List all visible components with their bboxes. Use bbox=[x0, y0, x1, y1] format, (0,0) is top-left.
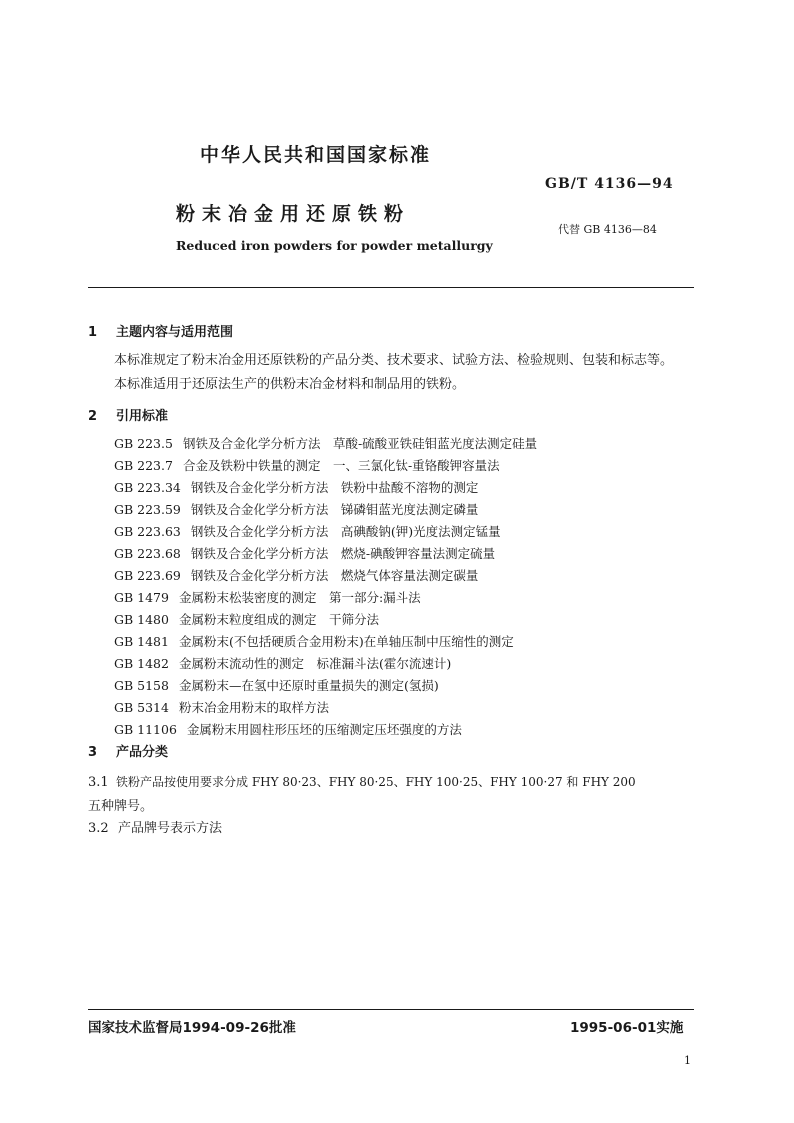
section-1-paragraph-1: 本标准规定了粉末冶金用还原铁粉的产品分类、技术要求、试验方法、检验规则、包装和标志等。 bbox=[114, 353, 674, 368]
reference-code: GB 223.5 bbox=[114, 436, 173, 451]
reference-item bbox=[114, 676, 439, 694]
replaces-standard: 代替 GB 4136—84 bbox=[558, 223, 657, 236]
reference-code: GB 5158 bbox=[114, 678, 169, 693]
reference-title: 粉末冶金用粉末的取样方法 bbox=[178, 700, 329, 715]
footer-divider bbox=[88, 1009, 694, 1010]
reference-item bbox=[114, 610, 379, 628]
clause-text: 产品牌号表示方法 bbox=[118, 821, 223, 836]
reference-code: GB 1480 bbox=[114, 612, 169, 627]
section-number: 1 bbox=[88, 325, 98, 340]
reference-title: 金属粉末粒度组成的测定 干筛分法 bbox=[178, 612, 379, 627]
reference-item bbox=[114, 566, 478, 584]
reference-code: GB 5314 bbox=[114, 700, 169, 715]
reference-title: 钢铁及合金化学分析方法 锑磷钼蓝光度法测定磷量 bbox=[190, 502, 479, 517]
section-number: 2 bbox=[88, 409, 98, 424]
reference-code: GB 223.59 bbox=[114, 502, 181, 517]
reference-item bbox=[114, 654, 451, 672]
section-3-heading bbox=[88, 741, 168, 760]
header-divider bbox=[88, 287, 694, 288]
clause-text: 铁粉产品按使用要求分成 FHY 80·23、FHY 80·25、FHY 100·25、FHY 100·27 和 FHY 200 bbox=[116, 775, 636, 789]
clause-number: 3.2 bbox=[88, 821, 109, 836]
page-number: 1 bbox=[684, 1054, 691, 1067]
reference-item bbox=[114, 544, 495, 562]
section-title: 主题内容与适用范围 bbox=[116, 325, 234, 340]
effective-date: 1995-06-01实施 bbox=[570, 1020, 684, 1036]
reference-code: GB 1481 bbox=[114, 634, 169, 649]
reference-code: GB 223.68 bbox=[114, 546, 181, 561]
reference-item bbox=[114, 456, 500, 474]
reference-item bbox=[114, 522, 501, 540]
reference-title: 金属粉末用圆柱形压坯的压缩测定压坯强度的方法 bbox=[186, 722, 462, 737]
reference-code: GB 223.63 bbox=[114, 524, 181, 539]
clause-number: 3.1 bbox=[88, 775, 109, 790]
document-title-en: Reduced iron powders for powder metallurgy bbox=[176, 238, 493, 253]
reference-title: 金属粉末(不包括硬质合金用粉末)在单轴压制中压缩性的测定 bbox=[178, 634, 514, 649]
section-title: 引用标准 bbox=[116, 409, 169, 424]
standard-code: GB/T 4136—94 bbox=[545, 176, 674, 192]
document-title-zh: 粉末冶金用还原铁粉 bbox=[176, 203, 411, 225]
reference-code: GB 223.7 bbox=[114, 458, 173, 473]
reference-item bbox=[114, 500, 478, 518]
reference-title: 金属粉末—在氢中还原时重量损失的测定(氢损) bbox=[178, 678, 439, 693]
reference-item bbox=[114, 720, 462, 738]
section-number: 3 bbox=[88, 745, 98, 760]
section-title: 产品分类 bbox=[116, 745, 169, 760]
clause-3-1-line-2: 五种牌号。 bbox=[88, 799, 154, 814]
reference-title: 钢铁及合金化学分析方法 高碘酸钠(钾)光度法测定锰量 bbox=[190, 524, 501, 539]
reference-item bbox=[114, 434, 537, 452]
clause-3-2 bbox=[88, 817, 222, 836]
section-1-heading bbox=[88, 321, 233, 340]
clause-3-1-line-1 bbox=[88, 773, 636, 790]
reference-title: 钢铁及合金化学分析方法 铁粉中盐酸不溶物的测定 bbox=[190, 480, 479, 495]
reference-code: GB 223.69 bbox=[114, 568, 181, 583]
reference-title: 金属粉末流动性的测定 标准漏斗法(霍尔流速计) bbox=[178, 656, 452, 671]
section-2-heading bbox=[88, 405, 168, 424]
reference-title: 合金及铁粉中铁量的测定 一、三氯化钛-重铬酸钾容量法 bbox=[182, 458, 500, 473]
reference-item bbox=[114, 588, 421, 606]
reference-item bbox=[114, 478, 478, 496]
national-standard-heading: 中华人民共和国国家标准 bbox=[200, 144, 432, 166]
reference-title: 金属粉末松装密度的测定 第一部分:漏斗法 bbox=[178, 590, 421, 605]
section-1-paragraph-2: 本标准适用于还原法生产的供粉末冶金材料和制品用的铁粉。 bbox=[114, 377, 466, 392]
reference-code: GB 11106 bbox=[114, 722, 177, 737]
reference-title: 钢铁及合金化学分析方法 草酸-硫酸亚铁硅钼蓝光度法测定硅量 bbox=[182, 436, 538, 451]
reference-code: GB 1482 bbox=[114, 656, 169, 671]
reference-code: GB 223.34 bbox=[114, 480, 181, 495]
approval-date: 国家技术监督局1994-09-26批准 bbox=[88, 1020, 296, 1036]
reference-item bbox=[114, 632, 514, 650]
reference-title: 钢铁及合金化学分析方法 燃烧气体容量法测定碳量 bbox=[190, 568, 479, 583]
reference-code: GB 1479 bbox=[114, 590, 169, 605]
reference-item bbox=[114, 698, 329, 716]
reference-title: 钢铁及合金化学分析方法 燃烧-碘酸钾容量法测定硫量 bbox=[190, 546, 496, 561]
